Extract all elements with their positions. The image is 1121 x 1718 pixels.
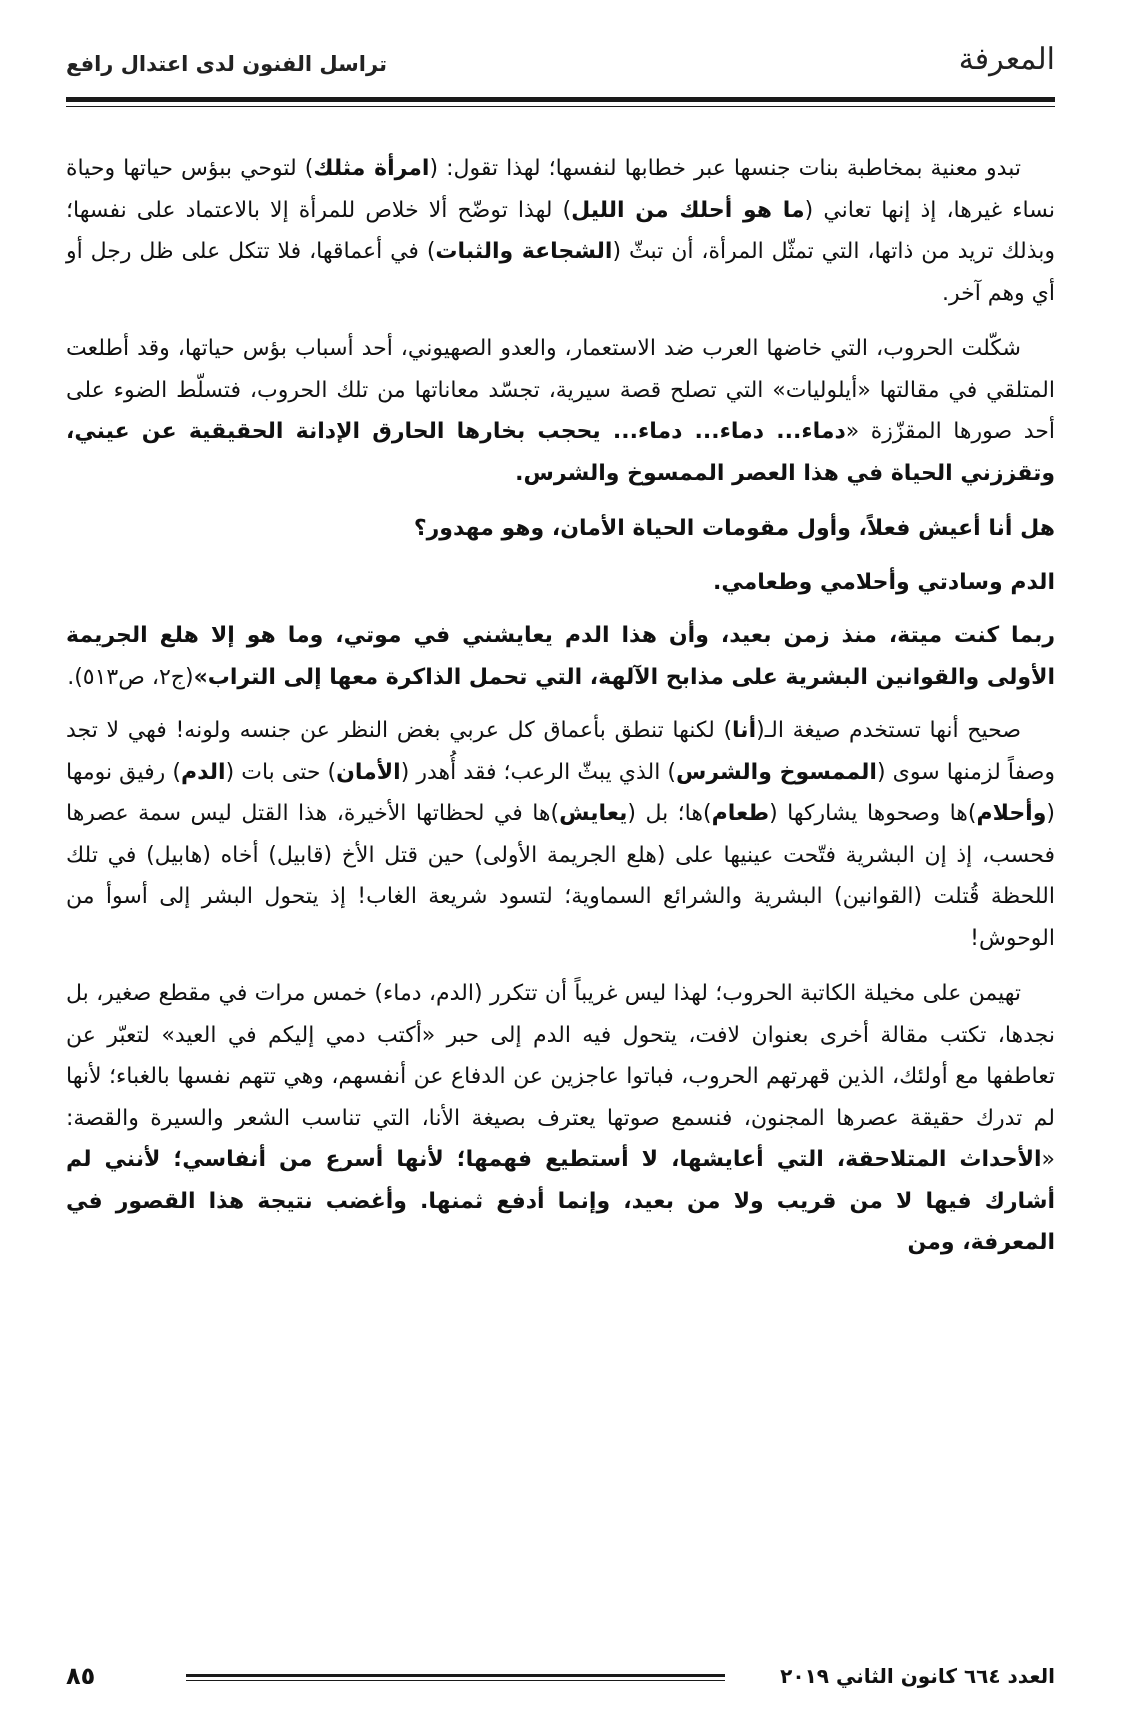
text-run: )ها وصحوها يشاركها ( bbox=[769, 801, 977, 826]
running-title: تراسل الفنون لدى اعتدال رافع bbox=[66, 52, 387, 76]
text-run: ) رفيق نومها ( bbox=[66, 759, 1055, 826]
text-run: صحيح أنها تستخدم صيغة الـ( bbox=[756, 718, 1021, 743]
bold-text: أنا bbox=[732, 718, 757, 743]
bold-text: دماء... دماء... دماء... يحجب بخارها الحارق الإدانة الحقيقية عن عيني، وتقززني الحياة في هذا العصر الممسوخ والشرس. bbox=[66, 419, 1055, 486]
text-run: )ها في لحظاتها الأخيرة، هذا القتل ليس سمة عصرها فحسب، إذ إن البشرية فتّحت عينيها على (هلع الجريمة الأولى) حين قتل الأخ (قابيل) أخاه (هابيل) في تلك اللحظة قُتلت (القوانين) البشرية والشرائع السماوية؛ لتسود شريعة الغاب! إذ يتحول البشر إلى أسوأ من الوحوش! bbox=[66, 801, 1055, 951]
text-run: تبدو معنية بمخاطبة بنات جنسها عبر خطابها لنفسها؛ لهذا تقول: ( bbox=[429, 156, 1021, 181]
text-run: ) لهذا توضّح ألا خلاص للمرأة إلا بالاعتماد على نفسها؛ وبذلك تريد من ذاتها، التي تمثّل المرأة، أن تبثّ ( bbox=[66, 197, 1056, 264]
text-run: (ج٢، ص٥١٣). bbox=[67, 664, 194, 690]
page-number: ٨٥ bbox=[66, 1662, 96, 1690]
bold-text: الدم bbox=[180, 759, 226, 785]
quoted-paragraph bbox=[66, 508, 1055, 550]
paragraph bbox=[66, 710, 1055, 959]
bold-text: الأحداث المتلاحقة، التي أعايشها، لا أستطيع فهمها؛ لأنها أسرع من أنفاسي؛ لأنني لم أشارك فيها لا من قريب ولا من بعيد، وإنما أدفع ثمنها. وأغضب نتيجة هذا القصور في المعرفة، ومن bbox=[66, 1147, 1055, 1255]
paragraph bbox=[66, 328, 1055, 494]
text-run: ) في أعماقها، فلا تتكل على ظل رجل أو أي وهم آخر. bbox=[66, 239, 1055, 306]
bold-text: وأحلام bbox=[976, 801, 1047, 826]
text-run: الدم وسادتي وأحلامي وطعامي. bbox=[713, 569, 1055, 595]
paragraph bbox=[66, 148, 1055, 314]
bold-text: طعام bbox=[711, 801, 770, 826]
bold-text: يعايش bbox=[559, 801, 628, 826]
page-header bbox=[66, 40, 1055, 92]
header-divider bbox=[66, 97, 1055, 102]
bold-text: الشجاعة والثبات bbox=[435, 239, 613, 264]
text-run: تهيمن على مخيلة الكاتبة الحروب؛ لهذا ليس غريباً أن تتكرر (الدم، دماء) خمس مرات في مقطع صغير، بل نجدها، تكتب مقالة أخرى بعنوان لافت، يتحول فيه الدم إلى حبر «أكتب دمي إليكم في العيد» لتعبّر عن تعاطفها مع أولئك، الذين قهرتهم الحروب، فباتوا عاجزين عن الدفاع عن أنفسهم، وهي تتهم نفسها بالغباء؛ لأنها لم تدرك حقيقة عصرها المجنون، فنسمع صوتها يعترف بصيغة الأنا، التي تناسب الشعر والسيرة والقصة: « bbox=[66, 981, 1055, 1172]
article-body bbox=[66, 148, 1055, 1278]
text-run: هل أنا أعيش فعلاً، وأول مقومات الحياة الأمان، وهو مهدور؟ bbox=[413, 516, 1055, 541]
footer-divider bbox=[186, 1674, 725, 1677]
text-run: )ها؛ بل ( bbox=[627, 801, 712, 826]
bold-text: الأمان bbox=[336, 759, 401, 785]
issue-info: العدد ٦٦٤ كانون الثاني ٢٠١٩ bbox=[780, 1664, 1055, 1688]
bold-text: امرأة مثلك bbox=[313, 156, 430, 181]
text-run: ) حتى بات ( bbox=[225, 759, 337, 785]
quoted-paragraph bbox=[66, 615, 1055, 698]
header-divider-thin bbox=[66, 106, 1055, 107]
text-run: ) لتوحي ببؤس حياتها وحياة نساء غيرها، إذ إنها تعاني ( bbox=[66, 156, 1056, 223]
bold-text: الممسوخ والشرس bbox=[675, 759, 877, 785]
text-run: شكّلت الحروب، التي خاضها العرب ضد الاستعمار، والعدو الصهيوني، أحد أسباب بؤس حياتها، وقد أطلعت المتلقي في مقالتها «أيلوليات» التي تصلح قصة سيرية، تجسّد معاناتها من تلك الحروب، فتسلّط الضوء على أحد صورها المقزّزة « bbox=[66, 336, 1055, 444]
quoted-paragraph bbox=[66, 562, 1055, 604]
page-footer bbox=[66, 1662, 1055, 1692]
text-run: ) لكنها تنطق بأعماق كل عربي بغض النظر عن جنسه ولونه! فهي لا تجد وصفاً لزمنها سوى ( bbox=[66, 718, 1056, 785]
paragraph bbox=[66, 973, 1055, 1264]
text-run: ) الذي يبثّ الرعب؛ فقد أُهدر ( bbox=[400, 759, 676, 785]
footer-divider-thin bbox=[186, 1680, 725, 1681]
text-run: ربما كنت ميتة، منذ زمن بعيد، وأن هذا الدم يعايشني في موتي، وما هو إلا هلع الجريمة الأولى والقوانين البشرية على مذابح الآلهة، التي تحمل الذاكرة معها إلى التراب» bbox=[66, 623, 1055, 690]
magazine-logo: المعرفة bbox=[958, 42, 1055, 77]
bold-text: ما هو أحلك من الليل bbox=[571, 197, 805, 223]
